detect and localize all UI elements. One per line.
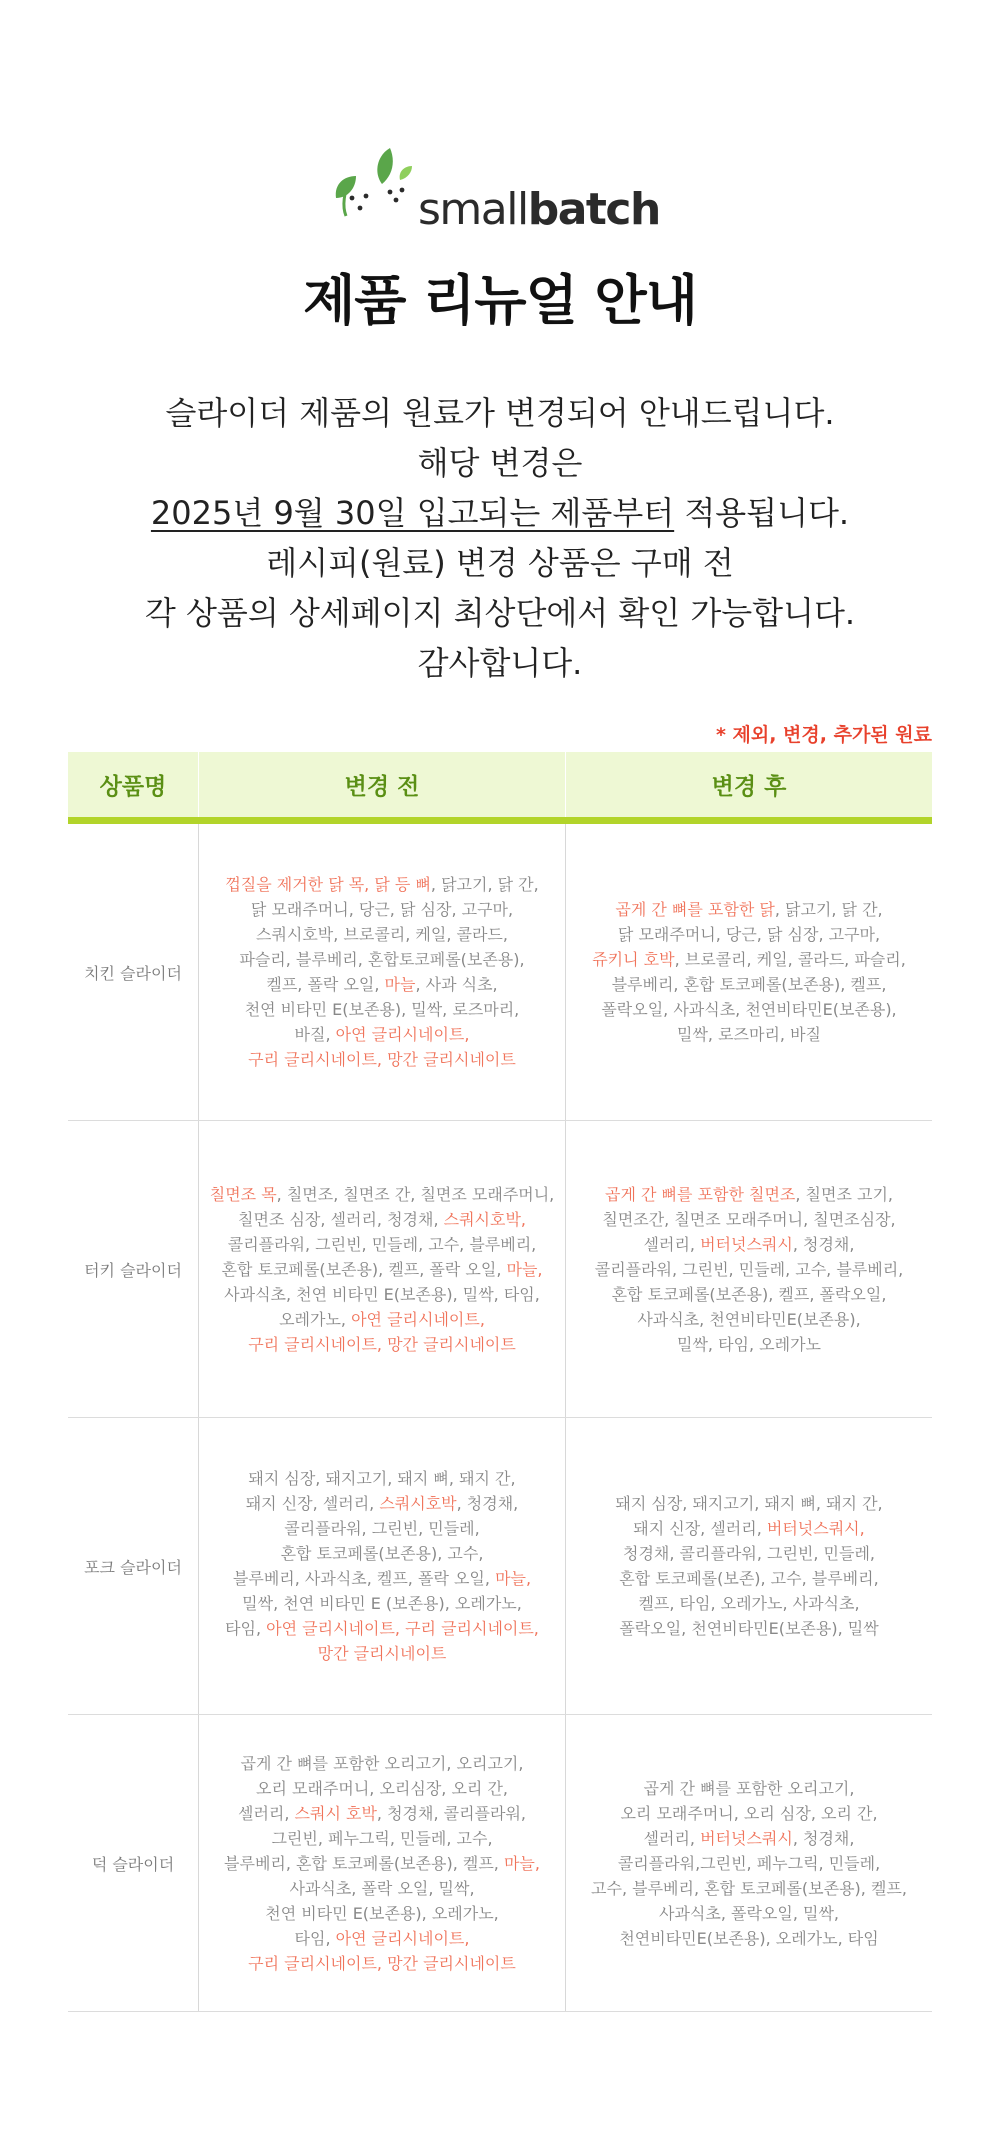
ingredient-text: 곱게 간 뼈를 포함한 오리고기,: [643, 1778, 855, 1798]
ingredient-text: 오레가노,: [279, 1309, 352, 1329]
changed-ingredient: 버터넛스쿼시,: [766, 1519, 865, 1538]
product-name: 포크 슬라이더: [84, 1557, 182, 1577]
ingredient-line: [592, 922, 906, 947]
ingredient-line: [225, 1466, 539, 1491]
ingredient-list: [592, 897, 906, 1047]
header-product: 상품명: [99, 774, 167, 800]
ingredient-text: 돼지 신장, 셀러리,: [245, 1494, 380, 1513]
ingredient-line: [225, 1566, 539, 1591]
ingredient-line: [225, 1022, 538, 1047]
ingredients-before: [198, 1715, 565, 2011]
ingredient-text: 청경채, 콜리플라워, 그린빈, 민들레,: [623, 1544, 875, 1563]
changed-ingredient: 마늘,: [503, 1853, 540, 1873]
changed-ingredient: 곱게 간 뼈를 포함한 칠면조: [605, 1184, 796, 1204]
ingredient-line: [615, 1616, 882, 1641]
changed-ingredient: 쥬키니 호박: [592, 950, 675, 969]
changed-ingredient: 마늘: [384, 975, 416, 994]
ingredient-line: [615, 1591, 882, 1616]
ingredient-line: [210, 1232, 555, 1257]
notice-line-2: 해당 변경은: [417, 444, 583, 482]
product-name: 치킨 슬라이더: [84, 963, 182, 983]
ingredient-text: 곱게 간 뼈를 포함한 오리고기, 오리고기,: [240, 1753, 524, 1773]
ingredient-line: [591, 1926, 907, 1951]
ingredient-line: [225, 922, 538, 947]
changed-ingredient: 아연 글리시네이트,: [335, 1928, 470, 1948]
changed-ingredient: 아연 글리시네이트, 구리 글리시네이트,: [266, 1619, 539, 1638]
table-row: [68, 824, 932, 1121]
ingredient-text: 칠면조 심장, 셀러리, 청경채,: [238, 1209, 444, 1229]
ingredient-line: [225, 1641, 539, 1666]
changed-ingredient: 껍질을 제거한 닭 목, 닭 등 뼈: [225, 875, 431, 894]
table-row: [68, 1715, 932, 2012]
changed-ingredient: 스쿼시호박,: [443, 1209, 526, 1229]
ingredients-after: [565, 824, 932, 1120]
leaf-logo-icon: [330, 136, 420, 226]
ingredient-text: 밀싹, 천연 비타민 E (보존용), 오레가노,: [242, 1594, 522, 1613]
brand-logo: [0, 128, 1000, 246]
highlight-legend: * 제외, 변경, 추가된 원료: [715, 724, 932, 746]
notice-line-6: 감사합니다.: [417, 644, 583, 682]
ingredient-line: [225, 1491, 539, 1516]
changed-ingredient: 구리 글리시네이트, 망간 글리시네이트: [248, 1334, 516, 1354]
ingredient-text: 사과식초, 폴락오일, 밀싹,: [659, 1903, 839, 1923]
ingredient-line: [592, 947, 906, 972]
ingredient-text: 바질,: [294, 1025, 336, 1044]
ingredient-text: 천연 비타민 E(보존용), 오레가노,: [265, 1903, 499, 1923]
ingredient-text: 천연 비타민 E(보존용), 밀싹, 로즈마리,: [244, 1000, 520, 1019]
notice-line-4: 레시피(원료) 변경 상품은 구매 전: [266, 544, 734, 582]
ingredient-list: [225, 872, 538, 1072]
notice-effective-date: 2025년 9월 30일 입고되는 제품부터: [150, 494, 675, 532]
header-after: 변경 후: [565, 752, 932, 817]
ingredient-line: [595, 1232, 904, 1257]
ingredient-text: 타임,: [294, 1928, 336, 1948]
ingredient-list: [615, 1491, 882, 1641]
ingredient-text: 폴락오일, 천연비타민E(보존용), 밀싹: [619, 1619, 879, 1638]
ingredient-text: , 청경채, 콜리플라워,: [376, 1803, 526, 1823]
ingredient-text: , 청경채,: [792, 1828, 855, 1848]
ingredient-line: [595, 1282, 904, 1307]
ingredient-line: [595, 1257, 904, 1282]
ingredient-text: 사과식초, 폴락 오일, 밀싹,: [289, 1878, 475, 1898]
ingredient-line: [225, 1591, 539, 1616]
ingredient-text: 혼합 토코페롤(보존), 고수, 블루베리,: [619, 1569, 879, 1588]
table-row: [68, 1418, 932, 1715]
ingredient-text: 파슬리, 블루베리, 혼합토코페롤(보존용),: [239, 950, 525, 969]
ingredient-text: , 칠면조 고기,: [795, 1184, 893, 1204]
ingredient-text: 닭 모래주머니, 당근, 닭 심장, 고구마,: [617, 925, 881, 944]
ingredient-line: [224, 1901, 540, 1926]
ingredient-text: , 브로콜리, 케일, 콜라드, 파슬리,: [674, 950, 906, 969]
ingredient-text: 혼합 토코페롤(보존용), 켈프, 폴락 오일,: [221, 1259, 507, 1279]
ingredient-text: 사과식초, 천연비타민E(보존용),: [637, 1309, 861, 1329]
ingredients-after: [565, 1418, 932, 1714]
ingredient-list: [225, 1466, 539, 1666]
ingredient-text: 닭 모래주머니, 당근, 닭 심장, 고구마,: [250, 900, 514, 919]
ingredient-line: [210, 1332, 555, 1357]
ingredient-text: , 닭고기, 닭 간,: [774, 900, 883, 919]
table-header: [68, 752, 932, 824]
ingredient-text: 셀러리,: [238, 1803, 295, 1823]
ingredient-list: [224, 1751, 540, 1976]
product-name: 터키 슬라이더: [84, 1260, 182, 1280]
ingredient-line: [615, 1541, 882, 1566]
ingredient-line: [224, 1926, 540, 1951]
notice-line-3-rest: 적용됩니다.: [674, 494, 850, 532]
ingredient-text: 콜리플라워, 그린빈, 민들레, 고수, 블루베리,: [227, 1234, 537, 1254]
product-name: 덕 슬라이더: [91, 1854, 175, 1874]
ingredient-line: [615, 1566, 882, 1591]
ingredient-text: 오리 모래주머니, 오리심장, 오리 간,: [256, 1778, 508, 1798]
ingredient-line: [591, 1876, 907, 1901]
changed-ingredient: 구리 글리시네이트, 망간 글리시네이트: [248, 1050, 516, 1069]
notice-text: [0, 388, 1000, 688]
ingredient-line: [225, 872, 538, 897]
ingredient-text: 콜리플라워, 그린빈, 민들레,: [284, 1519, 480, 1538]
notice-line-3: [0, 488, 1000, 538]
ingredient-line: [592, 997, 906, 1022]
changed-ingredient: 마늘,: [495, 1569, 532, 1588]
ingredient-line: [224, 1851, 540, 1876]
ingredient-line: [591, 1901, 907, 1926]
ingredient-line: [615, 1516, 882, 1541]
ingredient-line: [210, 1207, 555, 1232]
ingredient-line: [592, 897, 906, 922]
changed-ingredient: 곱게 간 뼈를 포함한 닭: [615, 900, 775, 919]
ingredient-text: 폴락오일, 사과식초, 천연비타민E(보존용),: [601, 1000, 897, 1019]
ingredient-text: , 칠면조, 칠면조 간, 칠면조 모래주머니,: [276, 1184, 555, 1204]
ingredient-text: 오리 모래주머니, 오리 심장, 오리 간,: [620, 1803, 878, 1823]
ingredient-line: [224, 1751, 540, 1776]
ingredient-line: [210, 1182, 555, 1207]
brand-name-bold: batch: [527, 184, 660, 235]
ingredient-text: , 청경채,: [456, 1494, 519, 1513]
changed-ingredient: 버터넛스쿼시: [700, 1234, 793, 1254]
ingredient-text: 밀싹, 타임, 오레가노: [677, 1334, 821, 1354]
brand-wordmark: [418, 184, 660, 235]
ingredient-text: 칠면조간, 칠면조 모래주머니, 칠면조심장,: [602, 1209, 896, 1229]
ingredient-line: [595, 1332, 904, 1357]
ingredient-line: [224, 1951, 540, 1976]
ingredient-text: 돼지 심장, 돼지고기, 돼지 뼈, 돼지 간,: [615, 1494, 883, 1513]
changed-ingredient: 칠면조 목: [209, 1184, 277, 1204]
ingredient-line: [210, 1307, 555, 1332]
ingredient-line: [225, 1616, 539, 1641]
ingredient-line: [224, 1876, 540, 1901]
ingredient-text: , 사과 식초,: [415, 975, 498, 994]
ingredient-line: [615, 1491, 882, 1516]
ingredient-line: [595, 1207, 904, 1232]
ingredient-line: [210, 1257, 555, 1282]
ingredient-line: [591, 1801, 907, 1826]
ingredient-text: 블루베리, 혼합 토코페롤(보존용), 켈프,: [224, 1853, 504, 1873]
ingredient-line: [591, 1851, 907, 1876]
ingredient-text: 켈프, 폴락 오일,: [266, 975, 385, 994]
ingredient-line: [595, 1307, 904, 1332]
ingredient-line: [210, 1282, 555, 1307]
ingredients-before: [198, 1121, 565, 1417]
ingredients-before: [198, 1418, 565, 1714]
ingredient-line: [225, 947, 538, 972]
changed-ingredient: 망간 글리시네이트: [317, 1644, 447, 1663]
ingredient-text: 그린빈, 페누그릭, 민들레, 고수,: [271, 1828, 493, 1848]
ingredient-line: [595, 1182, 904, 1207]
ingredient-text: 사과식초, 천연 비타민 E(보존용), 밀싹, 타임,: [224, 1284, 540, 1304]
ingredient-text: 혼합 토코페롤(보존용), 고수,: [280, 1544, 484, 1563]
ingredient-text: 돼지 신장, 셀러리,: [633, 1519, 767, 1538]
ingredient-text: 밀싹, 로즈마리, 바질: [677, 1025, 821, 1044]
ingredient-line: [224, 1801, 540, 1826]
table-body: [68, 824, 932, 2012]
ingredient-text: 콜리플라워,그린빈, 페누그릭, 민들레,: [617, 1853, 881, 1873]
ingredient-line: [224, 1826, 540, 1851]
ingredient-line: [591, 1826, 907, 1851]
ingredient-list: [595, 1182, 904, 1357]
ingredient-text: 블루베리, 사과식초, 켈프, 폴락 오일,: [232, 1569, 496, 1588]
ingredient-text: 셀러리,: [643, 1828, 701, 1848]
ingredients-after: [565, 1121, 932, 1417]
ingredient-text: 고수, 블루베리, 혼합 토코페롤(보존용), 켈프,: [591, 1878, 907, 1898]
header-before: 변경 전: [198, 752, 565, 817]
ingredient-text: 타임,: [225, 1619, 267, 1638]
ingredient-text: 천연비타민E(보존용), 오레가노, 타임: [619, 1928, 879, 1948]
changed-ingredient: 버터넛스쿼시: [700, 1828, 793, 1848]
page-title: 제품 리뉴얼 안내: [303, 269, 697, 332]
changed-ingredient: 스쿼시 호박: [294, 1803, 377, 1823]
ingredients-before: [198, 824, 565, 1120]
ingredient-text: 콜리플라워, 그린빈, 민들레, 고수, 블루베리,: [594, 1259, 904, 1279]
ingredient-text: , 청경채,: [792, 1234, 855, 1254]
changed-ingredient: 아연 글리시네이트,: [335, 1025, 470, 1044]
ingredient-line: [225, 1516, 539, 1541]
notice-line-5: 각 상품의 상세페이지 최상단에서 확인 가능합니다.: [144, 594, 856, 632]
ingredient-line: [591, 1776, 907, 1801]
changed-ingredient: 아연 글리시네이트,: [351, 1309, 485, 1329]
ingredient-line: [224, 1776, 540, 1801]
ingredient-text: , 닭고기, 닭 간,: [430, 875, 539, 894]
brand-name-thin: small: [418, 184, 528, 235]
changed-ingredient: 구리 글리시네이트, 망간 글리시네이트: [248, 1953, 516, 1973]
ingredient-line: [225, 1541, 539, 1566]
ingredient-text: 혼합 토코페롤(보존용), 켈프, 폴락오일,: [611, 1284, 887, 1304]
ingredient-text: 셀러리,: [643, 1234, 701, 1254]
table-row: [68, 1121, 932, 1418]
changed-ingredient: 마늘,: [506, 1259, 543, 1279]
ingredient-text: 블루베리, 혼합 토코페롤(보존용), 켈프,: [611, 975, 887, 994]
notice-line-1: 슬라이더 제품의 원료가 변경되어 안내드립니다.: [165, 394, 835, 432]
ingredient-line: [592, 972, 906, 997]
ingredient-change-table: [68, 752, 932, 2012]
ingredient-list: [591, 1776, 907, 1951]
ingredient-line: [592, 1022, 906, 1047]
ingredient-text: 스쿼시호박, 브로콜리, 케일, 콜라드,: [255, 925, 508, 944]
ingredient-list: [210, 1182, 555, 1357]
ingredient-line: [225, 997, 538, 1022]
ingredient-text: 켈프, 타임, 오레가노, 사과식초,: [638, 1594, 860, 1613]
ingredient-line: [225, 897, 538, 922]
ingredients-after: [565, 1715, 932, 2011]
ingredient-text: 돼지 심장, 돼지고기, 돼지 뼈, 돼지 간,: [248, 1469, 516, 1488]
ingredient-line: [225, 972, 538, 997]
changed-ingredient: 스쿼시호박: [379, 1494, 457, 1513]
ingredient-line: [225, 1047, 538, 1072]
